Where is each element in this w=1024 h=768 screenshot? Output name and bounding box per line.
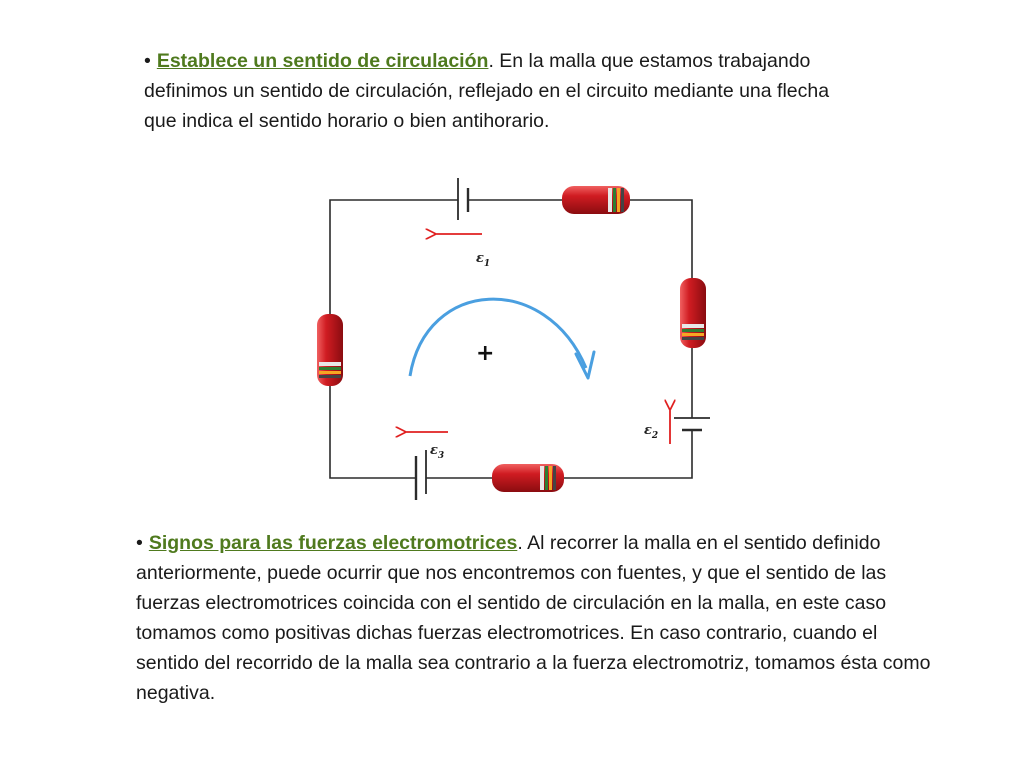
paragraph-emf-signs-text: . Al recorrer la malla en el sentido definido anteriormente, puede ocurrir que nos encontremos con fuentes, y que el sentido de las fuerzas electromotrices coincida con el sentido de circulación en la malla, en este caso tomamos como positivas dichas fuerzas electromotrices. En caso contrario, cuando el sentido del recorrido de la malla sea contrario a la fuerza electromotriz, tomamos ésta como negativa. [136,532,931,704]
heading-circulation: Establece un sentido de circulación [156,50,489,72]
paragraph-emf-signs [136,528,936,708]
paragraph-circulation [144,46,834,136]
bullet: • [144,50,151,72]
battery-emf3 [416,450,426,500]
emf3-label: $\varepsilon_3$ [430,443,445,461]
battery-emf1 [458,178,468,220]
resistor-right [680,278,706,348]
circulation-arrow [410,299,594,378]
battery-emf2 [674,418,710,430]
circuit-wires [330,200,692,478]
heading-emf-signs: Signos para las fuerzas electromotrices [148,532,518,554]
resistor-bottom [492,464,564,492]
paragraph-circulation-text: . En la malla que estamos trabajando definimos un sentido de circulación, reflejado en el circuito mediante una flecha que indica el sentido horario o bien antihorario. [144,50,830,132]
resistor-top [562,186,630,214]
circuit-diagram [300,168,724,514]
emf2-label: $\varepsilon_2$ [644,423,659,441]
circulation-sign: + [476,341,495,366]
bullet: • [136,532,143,554]
resistor-left [317,314,343,386]
emf1-label: $\varepsilon_1$ [476,251,491,269]
